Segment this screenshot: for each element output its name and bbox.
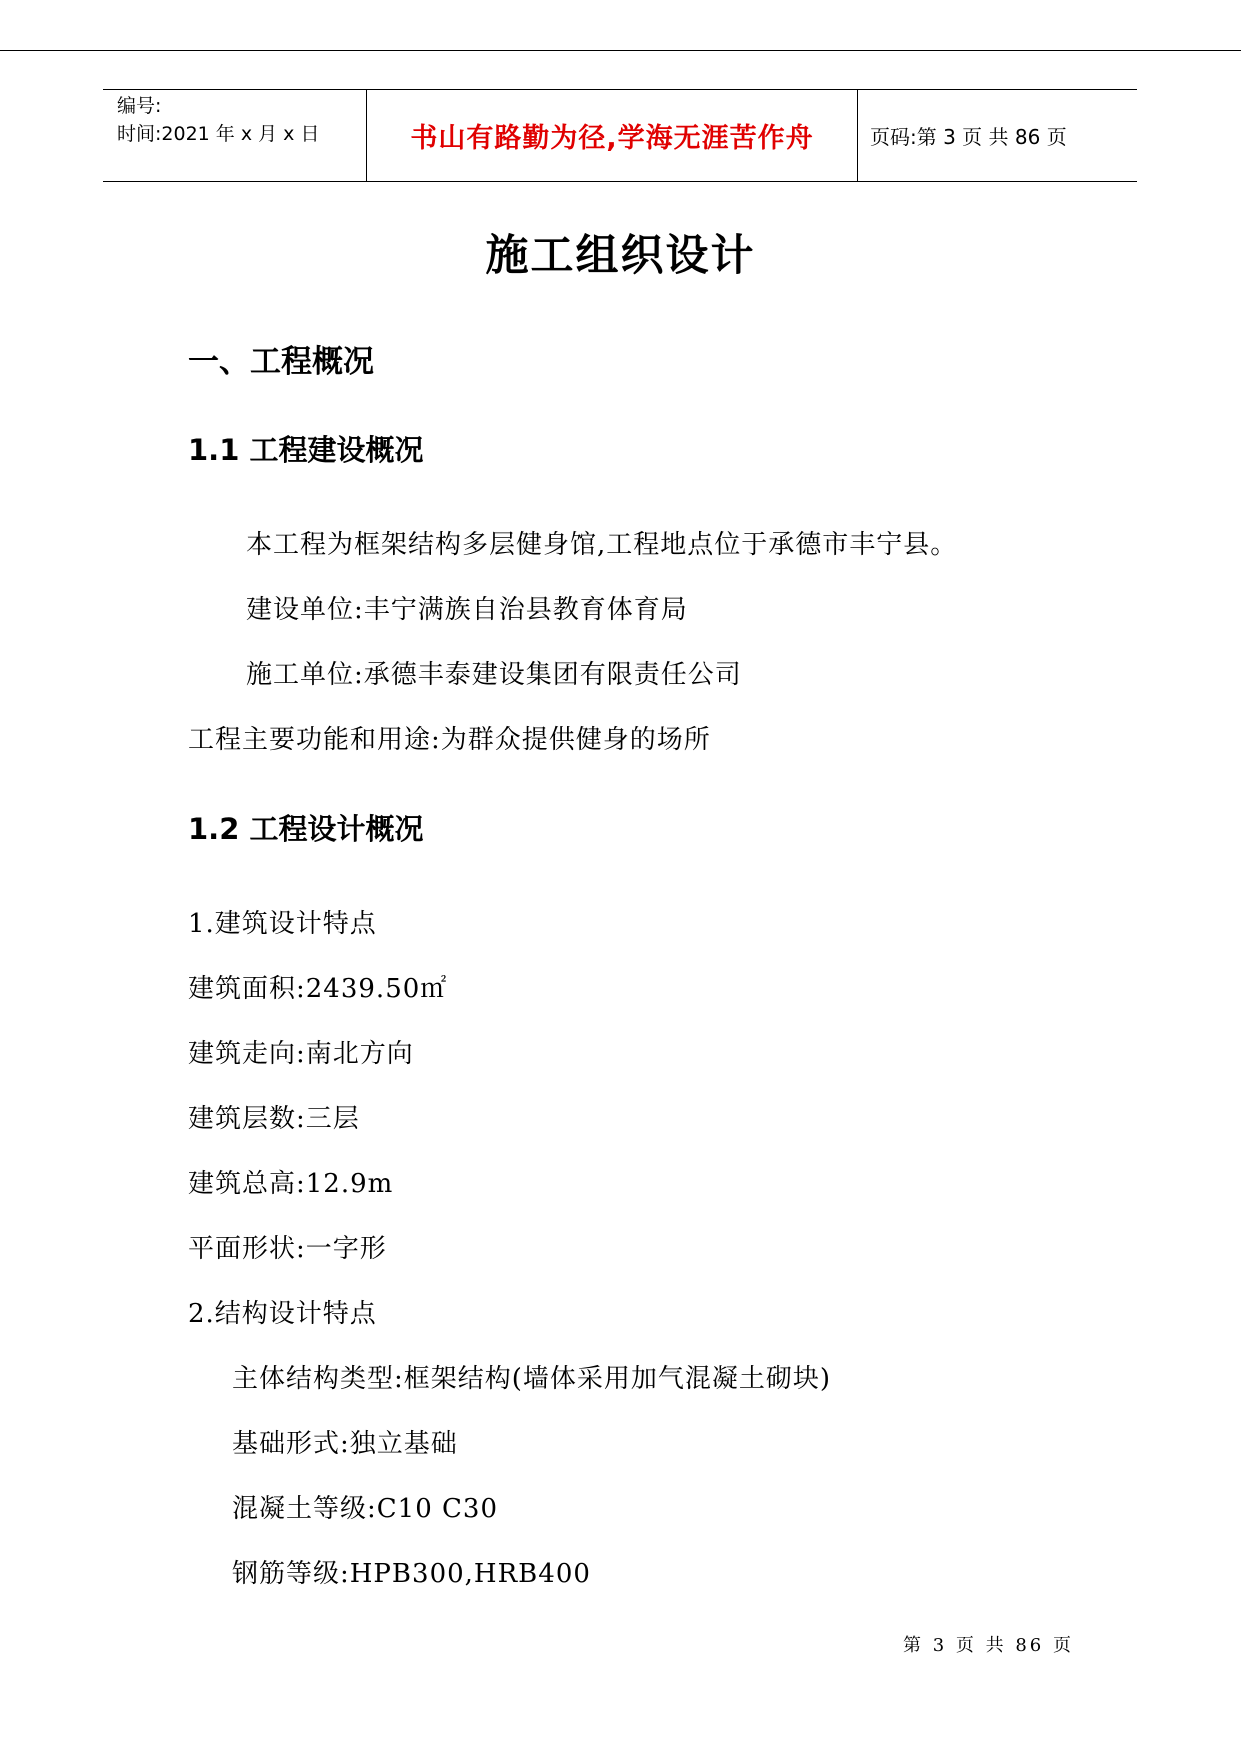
page-footer: 第 3 页 共 86 页 <box>903 1635 1074 1656</box>
list-item-architecture-heading: 1.建筑设计特点 <box>188 909 377 939</box>
section-heading-1: 一、工程概况 <box>188 344 374 380</box>
list-item-orientation: 建筑走向:南北方向 <box>188 1039 414 1069</box>
list-item-plan-shape: 平面形状:一字形 <box>188 1234 387 1264</box>
paragraph-contractor: 施工单位:承德丰泰建设集团有限责任公司 <box>246 660 742 690</box>
list-item-foundation: 基础形式:独立基础 <box>232 1429 458 1459</box>
paragraph-owner: 建设单位:丰宁满族自治县教育体育局 <box>246 595 688 625</box>
header-table <box>103 89 1137 182</box>
list-item-structure-type: 主体结构类型:框架结构(墙体采用加气混凝土砌块) <box>232 1364 832 1394</box>
list-item-floors: 建筑层数:三层 <box>188 1104 360 1134</box>
subsection-heading-1-1: 1.1 工程建设概况 <box>188 433 424 467</box>
list-item-height: 建筑总高:12.9m <box>188 1169 394 1199</box>
list-item-structure-heading: 2.结构设计特点 <box>188 1299 377 1329</box>
subsection-heading-1-2: 1.2 工程设计概况 <box>188 812 424 846</box>
header-page-info: 页码:第 3 页 共 86 页 <box>870 125 1067 149</box>
header-time-label: 时间:2021 年 x 月 x 日 <box>117 123 320 145</box>
paragraph-project-intro: 本工程为框架结构多层健身馆,工程地点位于承德市丰宁县。 <box>246 530 958 560</box>
list-item-rebar-grade: 钢筋等级:HPB300,HRB400 <box>232 1559 591 1589</box>
document-title: 施工组织设计 <box>485 231 756 281</box>
header-motto: 书山有路勤为径,学海无涯苦作舟 <box>367 90 858 181</box>
header-meta-cell <box>103 90 367 181</box>
top-rule <box>0 50 1241 51</box>
list-item-concrete-grade: 混凝土等级:C10 C30 <box>232 1494 498 1524</box>
list-item-area: 建筑面积:2439.50㎡ <box>188 974 448 1004</box>
header-code-label: 编号: <box>117 95 162 117</box>
paragraph-function: 工程主要功能和用途:为群众提供健身的场所 <box>188 725 711 755</box>
